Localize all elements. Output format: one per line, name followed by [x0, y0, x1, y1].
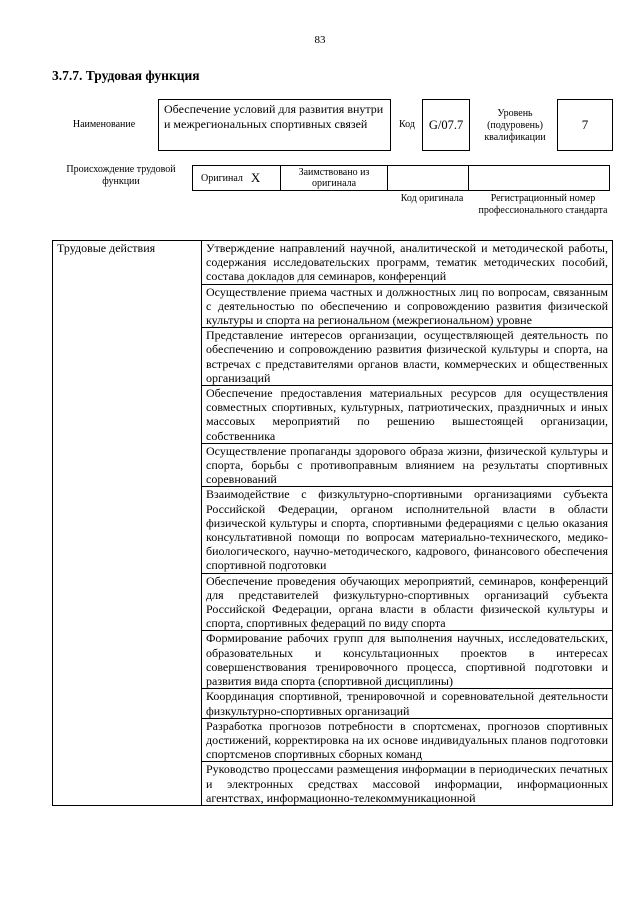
- labor-action-item: Координация спортивной, тренировочной и соревновательной деятельности физкультурно-спортивных организаций: [202, 689, 613, 718]
- labor-action-item: Осуществление приема частных и должностных лиц по вопросам, связанным с деятельностью по обеспечению и сопровождению развития физической культуры и спорта на региональном (межрегиональном) уровне: [202, 284, 613, 328]
- borrowed-label: Заимствовано из оригинала: [280, 165, 388, 191]
- labor-actions-label: Трудовые действия: [53, 241, 202, 806]
- labor-actions-table: [52, 240, 613, 806]
- code-original-cell: [387, 165, 469, 191]
- labor-action-item: Взаимодействие с физкультурно-спортивными организациями субъекта Российской Федерации, органом исполнительной власти в области физической культуры и спорта, спортивными федерациями с целью оказания консультативной помощи по вопросам материально-технического, медико-биологического, научно-методического, кадрового, финансового обеспечения спортивной подготовки: [202, 487, 613, 573]
- origin-row: [193, 165, 612, 191]
- reg-number-label: Регистрационный номер профессионального стандарта: [478, 193, 608, 216]
- original-label: Оригинал: [201, 172, 243, 184]
- level-value: 7: [557, 99, 613, 151]
- code-label: Код: [399, 119, 415, 130]
- labor-action-item: Разработка прогнозов потребности в спортсменах, прогнозов спортивных достижений, корректировка на их основе индивидуальных планов подготовки спортсменов спортивных сборных команд: [202, 718, 613, 762]
- labor-action-item: Формирование рабочих групп для выполнения научных, исследовательских, образовательных и консультационных проектов в интересах совершенствования тренировочного процесса, спортивной подготовки и развития вида спорта (спортивной дисциплины): [202, 631, 613, 689]
- name-label: Наименование: [72, 119, 136, 130]
- labor-action-item: Руководство процессами размещения информации в периодических печатных и электронных средствах массовой информации, информационных агентствах, информационно-телекоммуникационной: [202, 762, 613, 806]
- reg-number-cell: [468, 165, 610, 191]
- labor-action-item: Обеспечение предоставления материальных ресурсов для осуществления совместных спортивных, культурных, патриотических, праздничных и иных массовых мероприятий по решению вышестоящей организации, собственника: [202, 386, 613, 444]
- code-original-label: Код оригинала: [400, 193, 464, 204]
- labor-action-item: Обеспечение проведения обучающих мероприятий, семинаров, конференций для представителей физкультурно-спортивных организаций субъекта Российской Федерации, органа власти в области физической культуры и спорта, спортивных федераций по виду спорта: [202, 573, 613, 631]
- table-row: [53, 241, 613, 285]
- original-mark: X: [250, 170, 261, 185]
- name-value: Обеспечение условий для развития внутри и межрегиональных спортивных связей: [158, 99, 391, 151]
- code-value: G/07.7: [422, 99, 470, 151]
- labor-action-item: Утверждение направлений научной, аналитической и методической работы, содержания исследовательских программ, тематик методических пособий, состава докладов для семинаров, конференций: [202, 241, 613, 285]
- origin-label: Происхождение трудовой функции: [66, 164, 176, 187]
- page-number: 83: [314, 34, 326, 46]
- level-label: Уровень (подуровень) квалификации: [484, 108, 546, 143]
- labor-action-item: Осуществление пропаганды здорового образа жизни, физической культуры и спорта, борьбы с противоправным влиянием на результаты спортивных соревнований: [202, 443, 613, 487]
- origin-original-cell: [192, 165, 281, 191]
- labor-action-item: Представление интересов организации, осуществляющей деятельность по обеспечению и сопровождению развития физической культуры и спорта, на встречах с представителями органов власти, коммерческих и общественных организаций: [202, 328, 613, 386]
- section-title: 3.7.7. Трудовая функция: [52, 68, 200, 83]
